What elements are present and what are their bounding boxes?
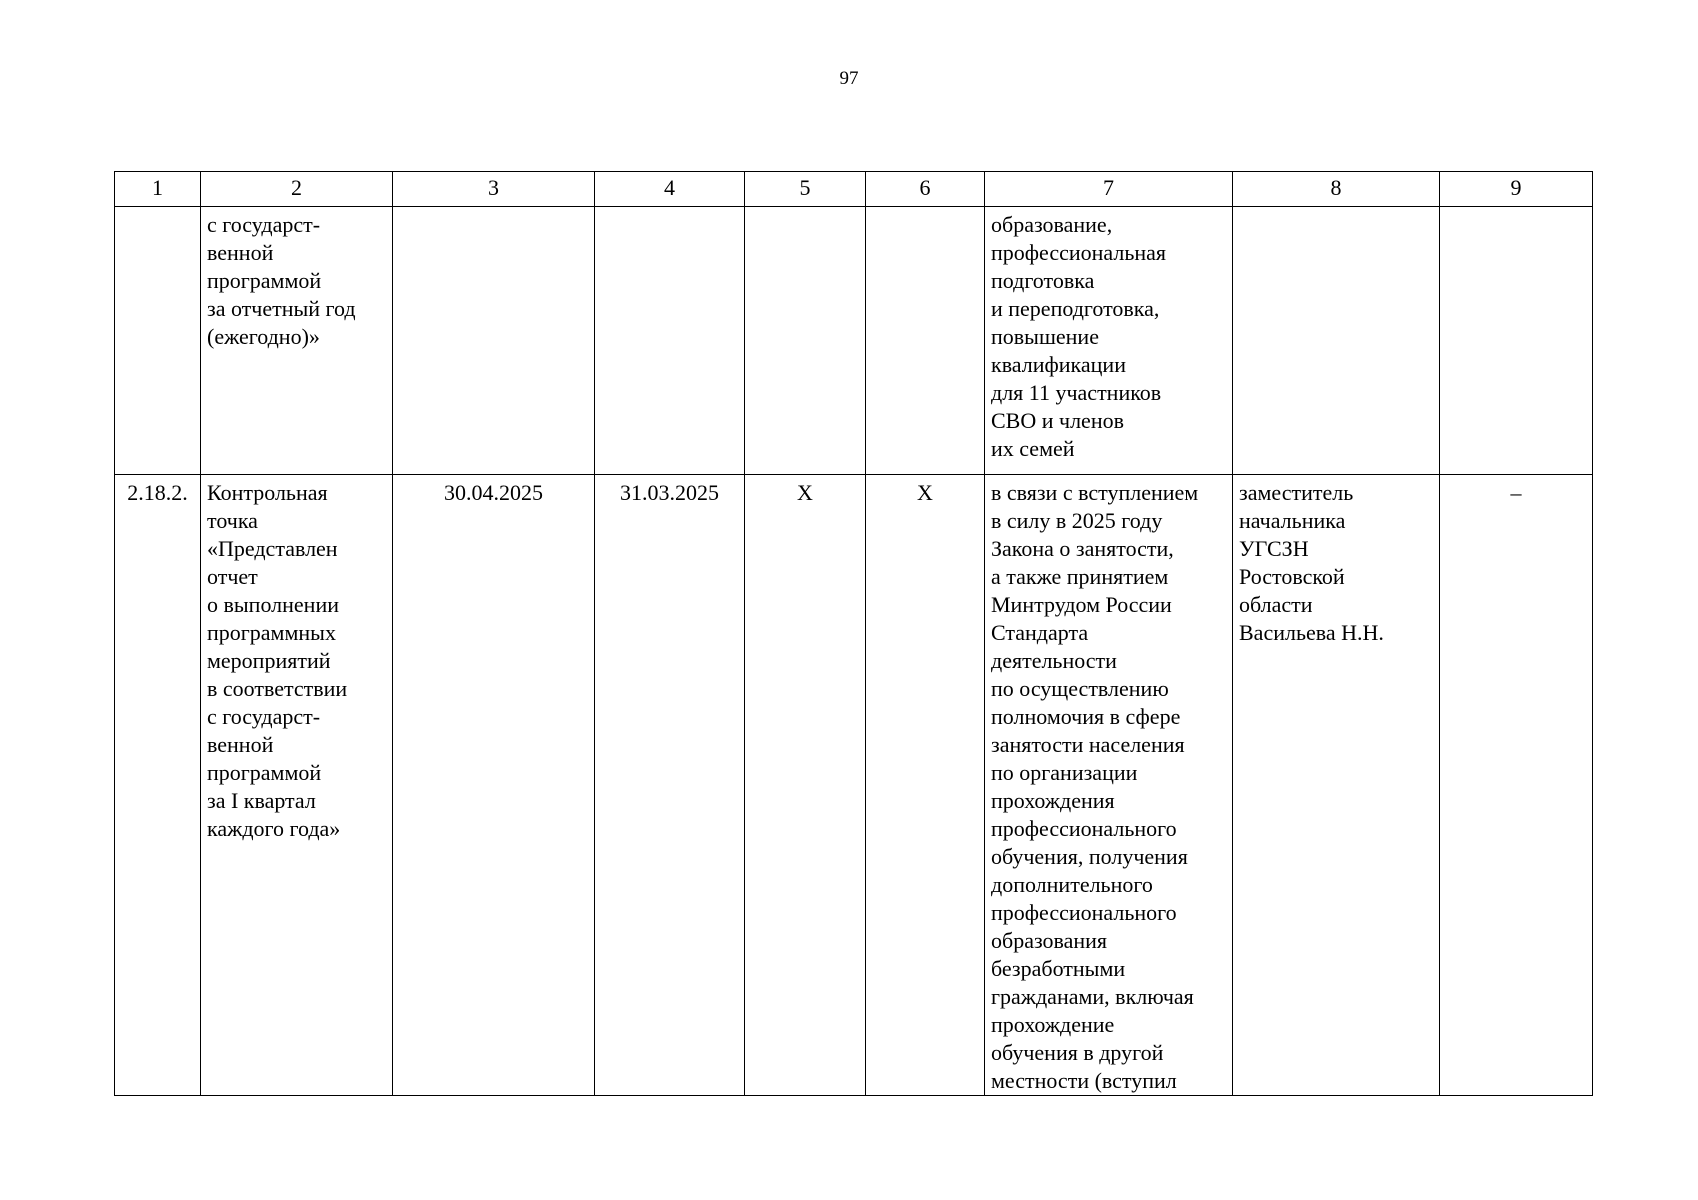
cell-col9	[1440, 207, 1593, 475]
cell-plan-date: 30.04.2025	[393, 475, 595, 1096]
cell-col5	[745, 207, 866, 475]
column-header-4: 4	[595, 172, 745, 207]
cell-col9: –	[1440, 475, 1593, 1096]
cell-fact-date: 31.03.2025	[595, 475, 745, 1096]
cell-name: Контрольная точка «Представлен отчет о выполнении программных мероприятий в соответствии с государст- венной программой за I квартал каждого года»	[201, 475, 393, 1096]
cell-reason: в связи с вступлением в силу в 2025 году Закона о занятости, а также принятием Минтрудом России Стандарта деятельности по осуществлению полномочия в сфере занятости населения по организации прохождения профессионального обучения, получения дополнительного профессионального образования безработными гражданами, включая прохождение обучения в другой местности (вступил	[985, 475, 1233, 1096]
cell-col5: X	[745, 475, 866, 1096]
column-header-6: 6	[866, 172, 985, 207]
cell-responsible	[1233, 207, 1440, 475]
cell-responsible: заместитель начальника УГСЗН Ростовской области Васильева Н.Н.	[1233, 475, 1440, 1096]
cell-plan-date	[393, 207, 595, 475]
column-header-8: 8	[1233, 172, 1440, 207]
cell-fact-date	[595, 207, 745, 475]
cell-name: с государст- венной программой за отчетный год (ежегодно)»	[201, 207, 393, 475]
table-row	[115, 475, 1593, 1096]
header-row	[115, 172, 1593, 207]
page-number: 97	[839, 68, 859, 89]
cell-number: 2.18.2.	[115, 475, 201, 1096]
cell-number	[115, 207, 201, 475]
cell-reason: образование, профессиональная подготовка и переподготовка, повышение квалификации для 11 участников СВО и членов их семей	[985, 207, 1233, 475]
column-header-9: 9	[1440, 172, 1593, 207]
column-header-5: 5	[745, 172, 866, 207]
cell-col6	[866, 207, 985, 475]
report-table	[114, 171, 1593, 1096]
column-header-3: 3	[393, 172, 595, 207]
column-header-7: 7	[985, 172, 1233, 207]
column-header-1: 1	[115, 172, 201, 207]
cell-col6: X	[866, 475, 985, 1096]
column-header-2: 2	[201, 172, 393, 207]
table-row	[115, 207, 1593, 475]
